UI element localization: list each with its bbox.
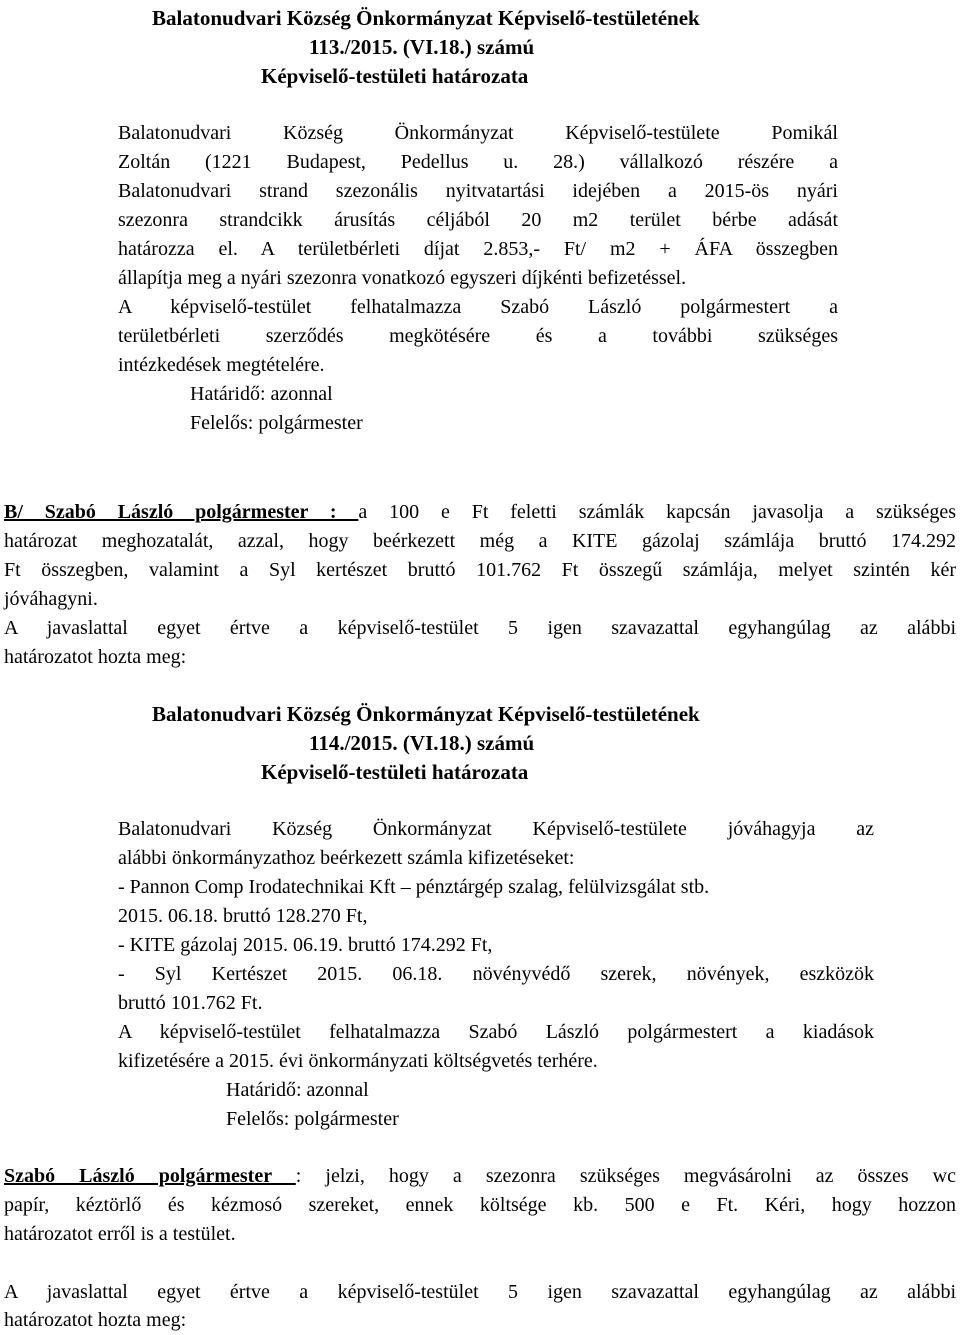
res113-title-line2: 113./2015. (VI.18.) számú [309, 35, 535, 59]
section-b-speaker: B/ Szabó László polgármester : [4, 501, 359, 523]
res114-auth-line: kifizetésére a 2015. évi önkormányzati költségvetés terhére. [118, 1050, 598, 1072]
section-b-vote-line: határozatot hozta meg: [4, 646, 187, 668]
res113-p1-line: szezonra strandcikk árusítás céljából 20 m2 terület bérbe adását [118, 209, 838, 231]
section-b-vote-line: A javaslattal egyet értve a képviselő-testület 5 igen szavazattal egyhangúlag az alábbi [4, 617, 956, 639]
res114-auth-line: A képviselő-testület felhatalmazza Szabó László polgármestert a kiadások [118, 1021, 874, 1043]
section-b-line: határozat meghozatalát, azzal, hogy beérkezett még a KITE gázolaj számlája bruttó 174.292 [4, 530, 956, 552]
res113-title-line3: Képviselő-testületi határozata [261, 64, 529, 88]
res113-p2-line: területbérleti szerződés megkötésére és a további szükséges [118, 325, 838, 347]
res113-p1-line: határozza el. A területbérleti díjat 2.853,- Ft/ m2 + ÁFA összegben [118, 238, 838, 260]
res114-item1-detail: 2015. 06.18. bruttó 128.270 Ft, [118, 905, 368, 927]
section-c-line: határozatot erről is a testület. [4, 1223, 236, 1245]
res114-responsible: Felelős: polgármester [226, 1108, 399, 1130]
res114-deadline: Határidő: azonnal [226, 1079, 369, 1101]
section-c-line1 [4, 1162, 956, 1191]
res114-title-line1: Balatonudvari Község Önkormányzat Képviselő-testületének [152, 702, 700, 726]
section-c-vote-line: határozatot hozta meg: [4, 1309, 187, 1331]
res113-responsible: Felelős: polgármester [190, 412, 363, 434]
res114-title-line2: 114./2015. (VI.18.) számú [309, 731, 535, 755]
res114-intro-line: Balatonudvari Község Önkormányzat Képviselő-testülete jóváhagyja az [118, 818, 874, 840]
res113-p1-line: állapítja meg a nyári szezonra vonatkozó egyszeri díjkénti befizetéssel. [118, 267, 687, 289]
res114-item3: - Syl Kertészet 2015. 06.18. növényvédő szerek, növények, eszközök [118, 963, 874, 985]
section-c-vote-line: A javaslattal egyet értve a képviselő-testület 5 igen szavazattal egyhangúlag az alábbi [4, 1281, 956, 1303]
res113-p2-line: intézkedések megtételére. [118, 354, 325, 376]
res113-p1-line: Balatonudvari strand szezonális nyitvatartási idejében a 2015-ös nyári [118, 180, 838, 202]
res113-p2-line: A képviselő-testület felhatalmazza Szabó László polgármestert a [118, 296, 838, 318]
section-c-line1-rest: : jelzi, hogy a szezonra szükséges megvásárolni az összes wc [295, 1165, 956, 1187]
section-b-line: jóváhagyni. [4, 588, 98, 610]
res114-item3-detail: bruttó 101.762 Ft. [118, 992, 263, 1014]
res114-title-line3: Képviselő-testületi határozata [261, 760, 529, 784]
res113-title-line1: Balatonudvari Község Önkormányzat Képviselő-testületének [152, 6, 700, 30]
res114-item2: - KITE gázolaj 2015. 06.19. bruttó 174.292 Ft, [118, 934, 493, 956]
res114-item1: - Pannon Comp Irodatechnikai Kft – pénztárgép szalag, felülvizsgálat stb. [118, 876, 710, 898]
res114-intro-line: alábbi önkormányzathoz beérkezett számla kifizetéseket: [118, 847, 575, 869]
section-b-line1-rest: a 100 e Ft feletti számlák kapcsán javasolja a szükséges [358, 501, 956, 523]
section-c-speaker: Szabó László polgármester [4, 1165, 296, 1187]
section-b-line: Ft összegben, valamint a Syl kertészet bruttó 101.762 Ft összegű számlája, melyet szintén kér [4, 559, 956, 581]
res113-p1-line: Zoltán (1221 Budapest, Pedellus u. 28.) vállalkozó részére a [118, 151, 838, 173]
res113-p1-line: Balatonudvari Község Önkormányzat Képviselő-testülete Pomikál [118, 122, 838, 144]
res113-deadline: Határidő: azonnal [190, 383, 333, 405]
section-c-line: papír, kéztörlő és kézmosó szereket, ennek költsége kb. 500 e Ft. Kéri, hogy hozzon [4, 1194, 956, 1216]
section-b-line1 [4, 498, 956, 527]
